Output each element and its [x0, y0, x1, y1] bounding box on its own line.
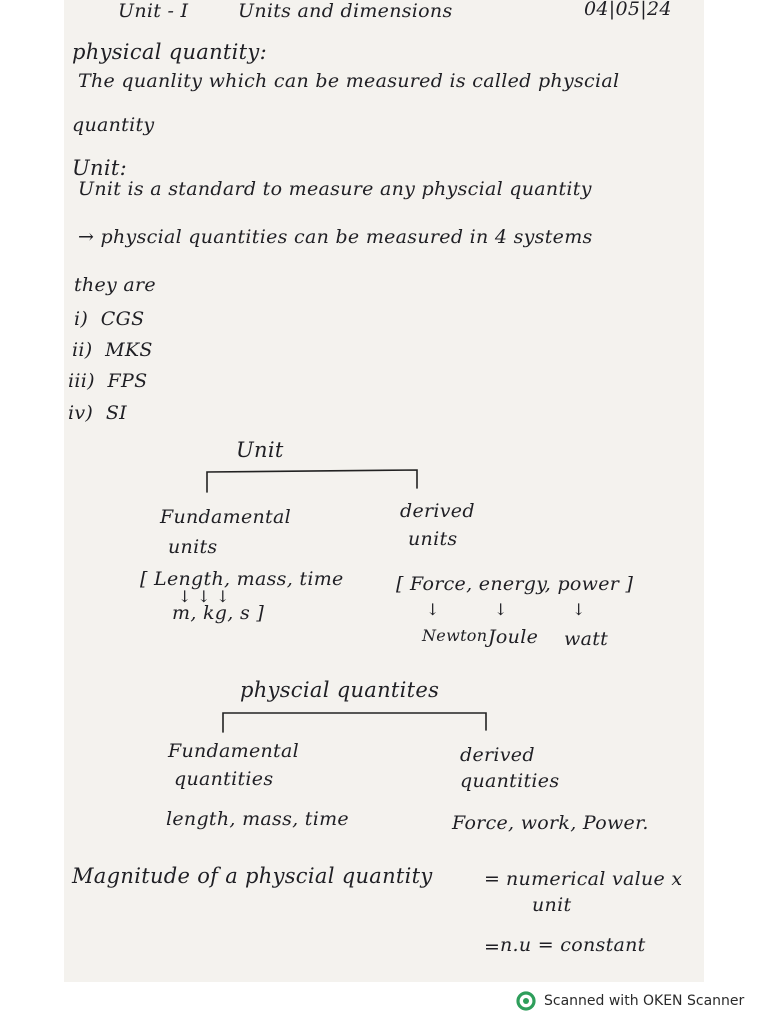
magnitude-lhs: Magnitude of a physcial quantity	[72, 864, 433, 888]
derived-quantities-title-1: derived	[460, 744, 535, 766]
fundamental-units-arrows: ↓ ↓ ↓	[178, 587, 230, 606]
scanner-text: Scanned with OKEN Scanner	[544, 993, 745, 1009]
system-name: FPS	[107, 370, 148, 392]
topic-title: Units and dimensions	[238, 0, 453, 22]
derived-quantities-title-2: quantities	[460, 770, 560, 792]
magnitude-rhs-numerical-value: numerical value x	[506, 868, 683, 890]
notebook-page	[64, 0, 704, 982]
fundamental-quantities-title-2: quantities	[174, 768, 274, 790]
fundamental-units-list: [ Length, mass, time	[140, 568, 344, 590]
quantity-tree-root: physcial quantites	[240, 678, 440, 702]
physical-quantity-heading: physical quantity:	[72, 40, 267, 64]
derived-units-title-1: derived	[400, 500, 475, 522]
fundamental-quantities-title-1: Fundamental	[168, 740, 299, 762]
physical-quantity-def-line1: The quanlity which can be measured is called physcial	[78, 70, 620, 92]
derived-units-list: [ Force, energy, power ]	[396, 573, 634, 595]
physical-quantity-def-line2: quantity	[72, 114, 155, 136]
system-name: CGS	[100, 308, 145, 330]
unit-heading: Unit:	[72, 156, 127, 180]
magnitude-equals-2: =	[484, 936, 501, 958]
arrow-down-icon: ↓	[494, 600, 508, 619]
fundamental-units-symbols: m, kg, s ]	[172, 602, 265, 624]
fundamental-units-title-1: Fundamental	[160, 506, 291, 528]
scanner-watermark	[516, 990, 744, 1012]
system-item-si	[68, 404, 127, 423]
unit-watt: watt	[564, 628, 609, 650]
derived-units-title-2: units	[408, 528, 458, 550]
unit-def-line: Unit is a standard to measure any physcial quantity	[78, 178, 592, 200]
unit-number: Unit - I	[118, 0, 189, 22]
unit-newton: Newton	[422, 626, 488, 645]
system-number: iii)	[68, 370, 95, 392]
fundamental-units-title-2: units	[168, 536, 218, 558]
unit-tree-root: Unit	[236, 438, 284, 462]
system-name: MKS	[105, 339, 153, 361]
system-number: ii)	[72, 339, 93, 361]
system-name: SI	[105, 402, 127, 424]
oken-scanner-logo-icon	[516, 991, 536, 1011]
fundamental-quantities-list: length, mass, time	[166, 808, 349, 830]
arrow-down-icon: ↓	[426, 600, 440, 619]
arrow-down-icon: ↓	[572, 600, 586, 619]
derived-quantities-list: Force, work, Power.	[452, 812, 649, 834]
systems-line: → physcial quantities can be measured in 4 systems	[78, 226, 593, 248]
magnitude-rhs-constant: n.u = constant	[500, 934, 646, 956]
unit-joule: Joule	[488, 626, 539, 648]
system-item-fps	[68, 372, 147, 391]
system-number: iv)	[68, 402, 94, 424]
magnitude-equals-1: =	[484, 868, 501, 890]
date: 04|05|24	[584, 0, 672, 20]
they-are-text: they are	[74, 274, 156, 296]
system-item-mks	[72, 341, 153, 360]
magnitude-rhs-unit: unit	[532, 894, 572, 916]
system-number: i)	[74, 308, 89, 330]
system-item-cgs	[74, 310, 144, 329]
